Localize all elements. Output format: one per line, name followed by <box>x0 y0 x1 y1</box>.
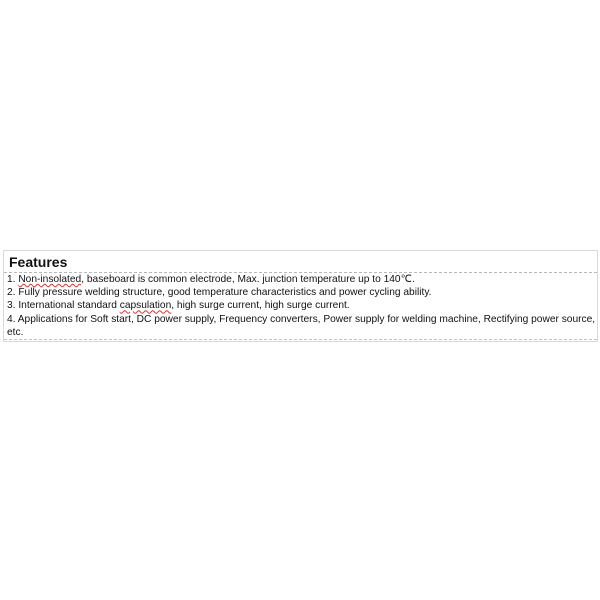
feature-item-4: 4. Applications for Soft start, DC power supply, Frequency converters, Power supply for welding machine, Rectifying power source, etc. <box>7 313 596 338</box>
feature-item-3-flagged-word: capsulation <box>119 300 172 312</box>
feature-item-3 <box>7 299 597 312</box>
feature-item-3-prefix: 3. International standard <box>7 300 120 312</box>
bottom-divider <box>4 339 597 340</box>
feature-item-1-flagged-word: Non-insolated <box>18 274 82 285</box>
features-heading: Features <box>9 254 68 270</box>
features-list <box>7 273 597 339</box>
features-table <box>3 250 598 342</box>
feature-item-1-rest: , baseboard is common electrode, Max. junction temperature up to 140℃. <box>81 274 415 285</box>
feature-item-1-prefix: 1. <box>7 274 19 285</box>
feature-item-2: 2. Fully pressure welding structure, good temperature characteristics and power cycling ability. <box>7 287 432 299</box>
feature-item-1 <box>7 273 597 286</box>
feature-item-3-rest: , high surge current, high surge current. <box>171 300 350 312</box>
